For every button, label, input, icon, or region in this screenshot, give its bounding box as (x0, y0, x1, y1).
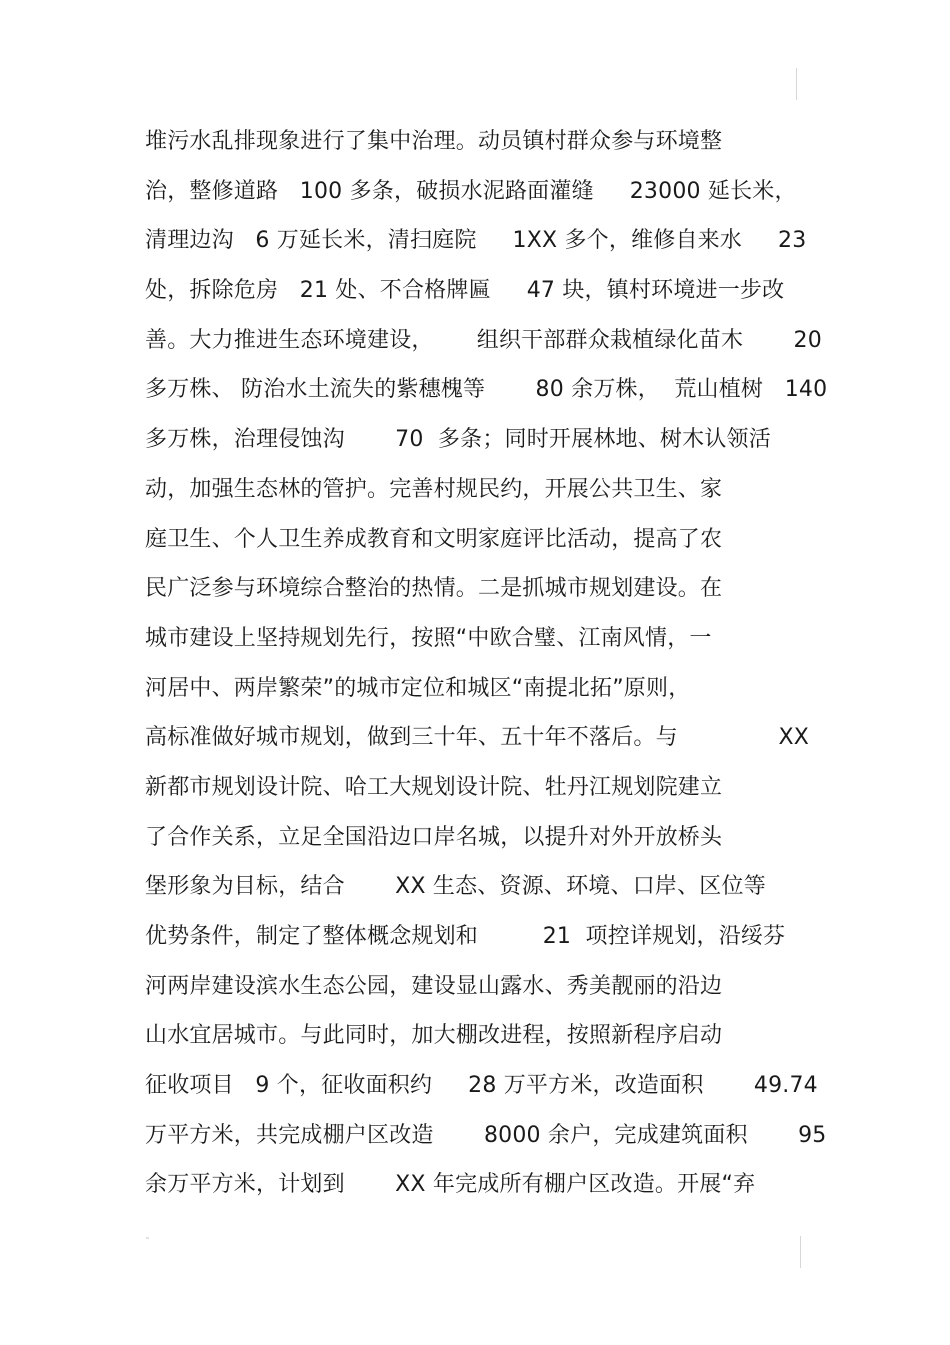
text-line: 万平方米，共完成棚户区改造 8000 余户，完成建筑面积 95 (145, 1122, 827, 1148)
text-line: 了合作关系，立足全国沿边口岸名城，以提升对外开放桥头 (145, 824, 723, 850)
text-line: 河居中、两岸繁荣”的城市定位和城区“南提北拓”原则， (145, 675, 691, 701)
text-line: 民广泛参与环境综合整治的热情。二是抓城市规划建设。在 (145, 576, 723, 602)
text-line: 高标准做好城市规划，做到三十年、五十年不落后。与 XX (145, 725, 810, 751)
text-line: 治，整修道路 100 多条，破损水泥路面灌缝 23000 延长米， (145, 178, 797, 204)
bottom-right-crop-mark (800, 1236, 801, 1268)
text-line: 多万株、 防治水土流失的紫穗槐等 80 余万株， 荒山植树 140 (145, 377, 828, 403)
text-line: 余万平方米，计划到 XX 年完成所有棚户区改造。开展“弃 (145, 1172, 756, 1198)
text-line: 堆污水乱排现象进行了集中治理。动员镇村群众参与环境整 (145, 129, 723, 154)
text-line: 动，加强生态林的管护。完善村规民约，开展公共卫生、家 (145, 476, 723, 502)
body-paragraph (145, 122, 828, 1215)
text-line: 清理边沟 6 万延长米，清扫庭院 1XX 多个，维修自来水 23 (145, 228, 807, 254)
text-line: 优势条件，制定了整体概念规划和 21 项控详规划，沿绥芬 (145, 924, 786, 949)
text-line: 处，拆除危房 21 处、不合格牌匾 47 块，镇村环境进一步改 (145, 278, 785, 304)
text-line: 河两岸建设滨水生态公园，建设显山露水、秀美靓丽的沿边 (145, 973, 723, 999)
top-right-crop-mark (796, 68, 797, 100)
text-line: 新都市规划设计院、哈工大规划设计院、牡丹江规划院建立 (145, 774, 723, 800)
text-line: 山水宜居城市。与此同时，加大棚改进程，按照新程序启动 (145, 1023, 723, 1049)
text-line: 善。大力推进生态环境建设， 组织干部群众栽植绿化苗木 20 (145, 327, 822, 353)
scan-speck (146, 1237, 149, 1239)
text-line: 堡形象为目标，结合 XX 生态、资源、环境、口岸、区位等 (145, 874, 766, 900)
text-line: 多万株，治理侵蚀沟 70 多条；同时开展林地、树木认领活 (145, 427, 771, 453)
text-line: 征收项目 9 个，征收面积约 28 万平方米，改造面积 49.74 (145, 1073, 818, 1099)
text-line: 庭卫生、个人卫生养成教育和文明家庭评比活动，提高了农 (145, 526, 723, 552)
text-line: 城市建设上坚持规划先行，按照“中欧合璧、江南风情，一 (145, 625, 712, 651)
